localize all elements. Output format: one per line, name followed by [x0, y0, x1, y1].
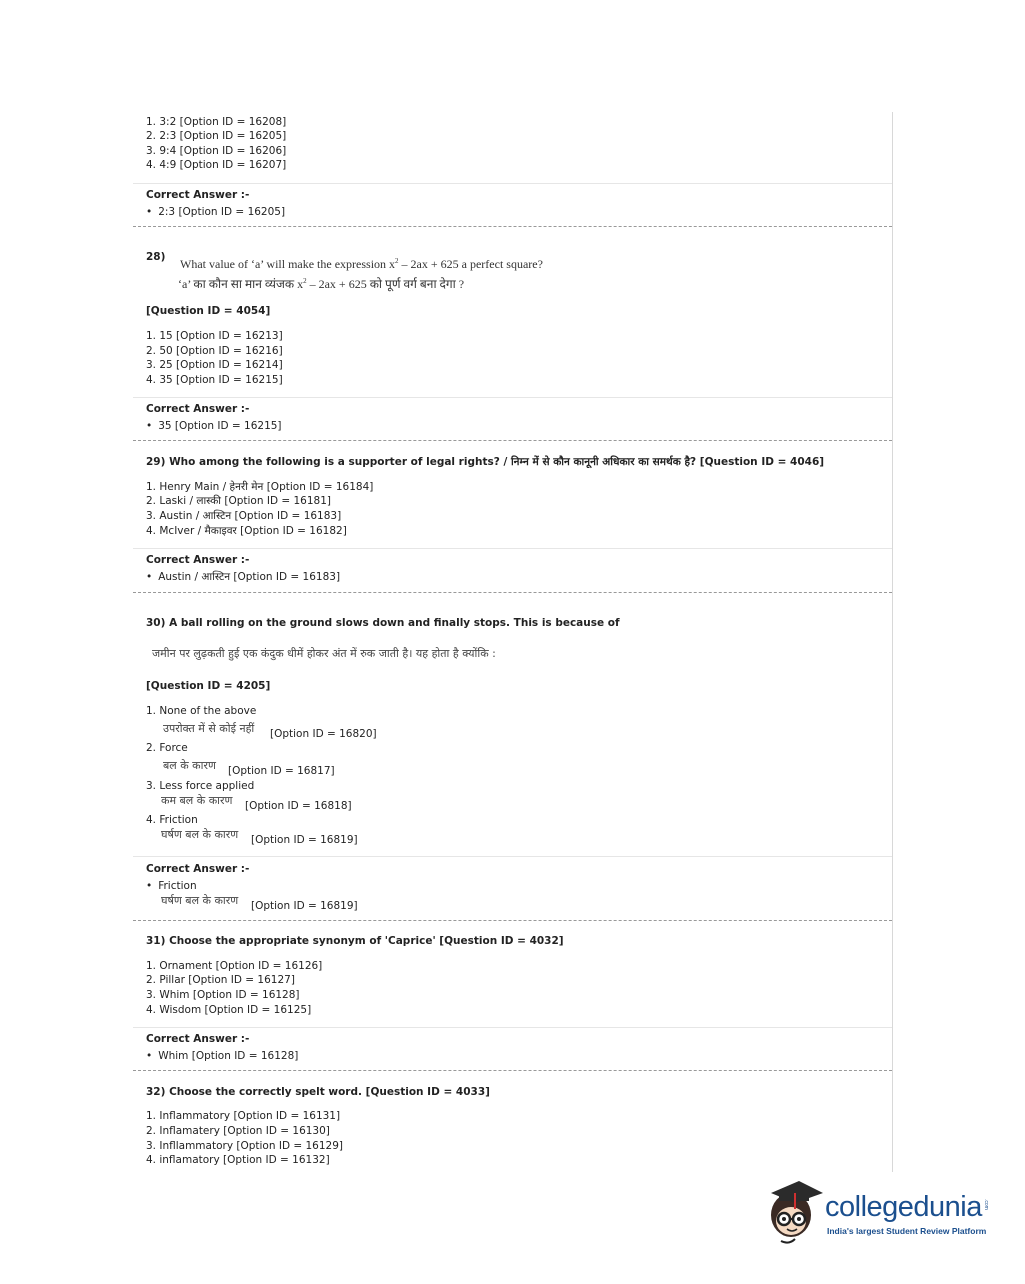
option-hi: घर्षण बल के कारण	[161, 828, 239, 841]
question-paper	[133, 112, 893, 1172]
option: 4. Wisdom [Option ID = 16125]	[146, 1004, 312, 1016]
option: 3. Infllammatory [Option ID = 16129]	[146, 1140, 344, 1152]
option: 3. Whim [Option ID = 16128]	[146, 989, 300, 1001]
collegedunia-logo	[765, 1175, 995, 1245]
option-hi: उपरोक्त में से कोई नहीं	[163, 722, 255, 735]
option: 2. Force	[146, 742, 188, 754]
option: 1. Inflammatory [Option ID = 16131]	[146, 1110, 341, 1122]
correct-answer: • Austin / आस्टिन [Option ID = 16183]	[146, 570, 340, 584]
section-divider	[133, 592, 892, 593]
option: 3. 9:4 [Option ID = 16206]	[146, 145, 287, 157]
section-divider	[133, 1070, 892, 1071]
correct-answer-label: Correct Answer :-	[146, 863, 250, 875]
divider	[133, 856, 892, 857]
logo-tagline: India's largest Student Review Platform	[827, 1226, 987, 1236]
correct-answer-label: Correct Answer :-	[146, 403, 250, 415]
question-id: [Question ID = 4205]	[146, 680, 271, 692]
option: 2. 2:3 [Option ID = 16205]	[146, 130, 287, 142]
section-divider	[133, 226, 892, 227]
logo-wordmark: collegedunia	[825, 1191, 982, 1223]
correct-answer-id: [Option ID = 16819]	[251, 900, 358, 912]
correct-answer: • Whim [Option ID = 16128]	[146, 1049, 298, 1063]
question-title: 30) A ball rolling on the ground slows down and finally stops. This is because of	[146, 617, 620, 629]
correct-answer: • 2:3 [Option ID = 16205]	[146, 205, 285, 219]
option: 4. Friction	[146, 814, 198, 826]
option-hi: कम बल के कारण	[161, 794, 233, 807]
question-title: 29) Who among the following is a supporter of legal rights? / निम्न में से कौन कानूनी अधिकार का समर्थक है? [Question ID = 4046]	[146, 456, 825, 468]
option: 1. None of the above	[146, 705, 257, 717]
divider	[133, 1027, 892, 1028]
option-id: [Option ID = 16818]	[245, 800, 352, 812]
option: 4. 4:9 [Option ID = 16207]	[146, 159, 287, 171]
option: 1. 15 [Option ID = 16213]	[146, 330, 283, 342]
correct-answer-label: Correct Answer :-	[146, 189, 250, 201]
question-text-en: What value of ‘a’ will make the expression $x^2 - 2ax + 625$ a perfect square?	[180, 257, 543, 271]
option: 1. 3:2 [Option ID = 16208]	[146, 116, 287, 128]
question-text-hi: जमीन पर लुढ़कती हुई एक कंदुक धीमें होकर अंत में रुक जाती है। यह होता है क्योंकि :	[152, 647, 496, 660]
mascot-icon	[765, 1175, 825, 1245]
option: 2. Laski / लास्की [Option ID = 16181]	[146, 495, 331, 507]
correct-answer-label: Correct Answer :-	[146, 1033, 250, 1045]
question-text-hi: ‘a’ का कौन सा मान व्यंजक $x^2 - 2ax + 625$ को पूर्ण वर्ग बना देगा ?	[178, 277, 465, 291]
option: 2. Inflamatery [Option ID = 16130]	[146, 1125, 330, 1137]
correct-answer-label: Correct Answer :-	[146, 554, 250, 566]
option-id: [Option ID = 16820]	[270, 728, 377, 740]
option: 1. Ornament [Option ID = 16126]	[146, 960, 323, 972]
divider	[133, 183, 892, 184]
option-hi: बल के कारण	[163, 759, 216, 772]
question-title: 32) Choose the correctly spelt word. [Question ID = 4033]	[146, 1086, 490, 1098]
option: 4. McIver / मैकाइवर [Option ID = 16182]	[146, 525, 347, 537]
option-id: [Option ID = 16817]	[228, 765, 335, 777]
section-divider	[133, 920, 892, 921]
option: 3. Less force applied	[146, 780, 255, 792]
divider	[133, 548, 892, 549]
option-id: [Option ID = 16819]	[251, 834, 358, 846]
divider	[133, 397, 892, 398]
option: 4. 35 [Option ID = 16215]	[146, 374, 283, 386]
option: 2. 50 [Option ID = 16216]	[146, 345, 283, 357]
question-number: 28)	[146, 251, 166, 263]
option: 4. inflamatory [Option ID = 16132]	[146, 1154, 330, 1166]
correct-answer-hi: घर्षण बल के कारण	[161, 894, 239, 907]
option: 3. Austin / आस्टिन [Option ID = 16183]	[146, 510, 342, 522]
logo-domain: .com	[983, 1199, 989, 1210]
question-id: [Question ID = 4054]	[146, 305, 271, 317]
section-divider	[133, 440, 892, 441]
option: 3. 25 [Option ID = 16214]	[146, 359, 283, 371]
option: 2. Pillar [Option ID = 16127]	[146, 974, 295, 986]
correct-answer: • 35 [Option ID = 16215]	[146, 419, 282, 433]
question-title: 31) Choose the appropriate synonym of 'Caprice' [Question ID = 4032]	[146, 935, 564, 947]
option: 1. Henry Main / हेनरी मेन [Option ID = 16184]	[146, 481, 374, 493]
correct-answer: • Friction	[146, 879, 197, 893]
